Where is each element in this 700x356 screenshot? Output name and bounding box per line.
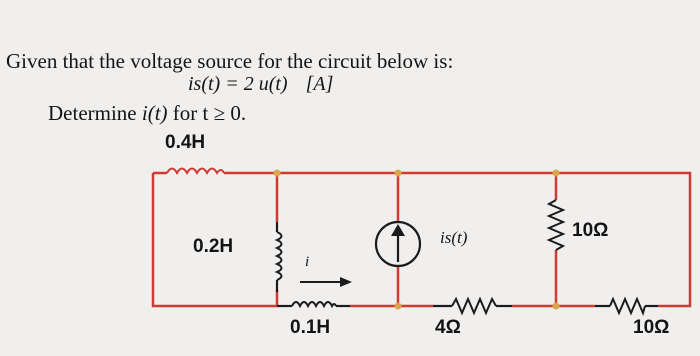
label-current-source: is(t) xyxy=(440,228,468,247)
node-top-left xyxy=(274,170,281,177)
label-inductor-left: 0.2H xyxy=(193,236,234,257)
equation-text: is(t) = 2 u(t) xyxy=(188,73,288,95)
resistor-4ohm xyxy=(452,299,496,313)
node-top-right xyxy=(553,170,560,177)
circuit-wires xyxy=(153,173,690,306)
label-resistor-10ohm-vertical: 10Ω xyxy=(572,220,609,241)
node-top-source xyxy=(395,170,402,177)
node-bottom-right xyxy=(553,303,560,310)
resistor-10ohm-vertical xyxy=(549,200,563,250)
task-prefix: Determine xyxy=(48,101,142,125)
problem-intro: Given that the voltage source for the circuit below is: xyxy=(6,49,454,73)
inductor-bottom-coil xyxy=(292,302,336,306)
task-variable: i(t) xyxy=(141,101,168,125)
node-bottom-source xyxy=(395,303,402,310)
label-resistor-4ohm: 4Ω xyxy=(435,317,461,338)
task-suffix: for t ≥ 0. xyxy=(167,101,247,125)
resistor-10ohm-bottom xyxy=(610,299,645,313)
current-arrow xyxy=(300,277,352,287)
label-current-i: i xyxy=(305,254,310,270)
label-inductor-top: 0.4H xyxy=(165,132,206,153)
inductor-top-coil xyxy=(167,169,224,174)
label-resistor-10ohm-bottom: 10Ω xyxy=(633,317,670,338)
current-source xyxy=(376,222,420,266)
label-inductor-bottom: 0.1H xyxy=(290,317,331,338)
equation-unit: [A] xyxy=(305,73,334,95)
inductor-left-coil xyxy=(277,232,282,280)
